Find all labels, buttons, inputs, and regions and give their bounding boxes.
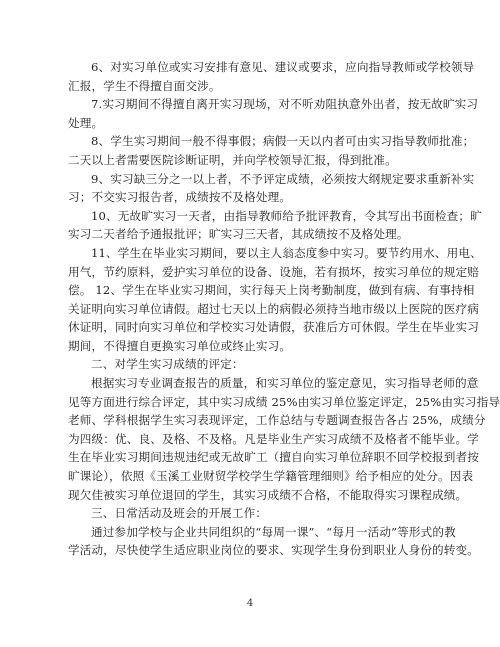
section-heading-3: [68, 504, 438, 523]
text-line: 10、无故旷实习一天者，由指导教师给予批评教育，令其写出书面检查；旷: [91, 208, 482, 223]
section-heading-2: [68, 355, 438, 374]
text-line: 8、学生实习期间一般不得事假；病假一天以内者可由实习指导教师批准；: [91, 134, 475, 149]
paragraph-item8: [68, 132, 475, 169]
text-line: 老师、学科根据学生实习表现评定，工作总结与专题调查报告各占 25%，成绩分: [68, 413, 486, 428]
text-line: 二天以上者需要医院诊断证明，并向学校领导汇报，得到批准。: [68, 152, 397, 167]
text-line: 为四级：优、良、及格、不及格。凡是毕业生产实习成绩不及格者不能毕业。学: [68, 431, 480, 446]
text-line: 根据实习专业调查报告的质量，和实习单位的鉴定意见，实习指导老师的意: [91, 376, 479, 391]
text-line: 通过参加学校与企业共同组织的“每周一课”、“每月一活动”等形式的教: [91, 524, 456, 539]
text-line: 生在毕业实习期间违规违纪或无故旷工（擅自向实习单位辞职不回学校报到者按: [68, 450, 480, 465]
text-line: 学活动，尽快使学生适应职业岗位的要求、实现学生身份到职业人身份的转变。: [68, 543, 480, 558]
text-line: 6、对实习单位或实习安排有意见、建议或要求，应向指导教师或学校领导: [91, 60, 475, 74]
text-line: 汇报，学生不得擅自面交涉。: [68, 78, 221, 93]
text-line: 处理。: [68, 115, 104, 130]
text-line: 实习二天者给予通报批评；旷实习三天者，其成绩按不及格处理。: [68, 227, 409, 242]
text-line: 现欠佳被实习单位退回的学生，其实习成绩不合格，不能取得实习课程成绩。: [68, 487, 468, 502]
text-line: 9、实习缺三分之一以上者，不予评定成绩，必须按大纲规定要求重新补实: [91, 171, 475, 186]
text-line: 旷课论），依照《玉溪工业财贸学校学生学籍管理细则》给予相应的处分。因表: [68, 469, 474, 484]
text-line: 关证明向实习单位请假。超过七天以上的病假必须持当地市级以上医院的医疗病: [68, 301, 480, 316]
paragraph-item11-12: [68, 244, 482, 356]
paragraph-item7: [68, 95, 479, 132]
paragraph-evaluation: [68, 374, 500, 504]
text-line: 11、学生在毕业实习期间，要以主人翁态度参中实习。要节约用水、用电、: [91, 245, 482, 260]
text-line: 休证明，同时向实习单位和学校实习处请假，获准后方可休假。学生在毕业实习: [68, 320, 480, 335]
text-line: 期间，不得擅自更换实习单位或终止实习。: [68, 338, 292, 353]
text-line: 偿。 12、学生在毕业实习期间，实行每天上岗考勤制度，做到有病、有事持相: [68, 283, 475, 298]
paragraph-item9: [68, 170, 475, 207]
section-heading: 二、对学生实习成绩的评定：: [91, 357, 244, 372]
section-heading: 三、日常活动及班会的开展工作：: [91, 506, 268, 521]
text-line: 习；不交实习报告者，成绩按不及格处理。: [68, 190, 292, 205]
text-line: 7.实习期间不得擅自离开实习现场，对不听劝阻执意外出者，按无故旷实习: [91, 97, 479, 112]
paragraph-activities: [68, 523, 480, 560]
page-number: 4: [246, 598, 254, 609]
text-line: 见等方面进行综合评定，其中实习成绩 25%由实习单位鉴定评定，25%由实习指导: [68, 394, 500, 409]
text-line: 用气，节约原料，爱护实习单位的设备、设施，若有损坏，按实习单位的规定赔: [68, 264, 480, 279]
paragraph-item6: [68, 58, 475, 95]
paragraph-item10: [68, 207, 482, 244]
